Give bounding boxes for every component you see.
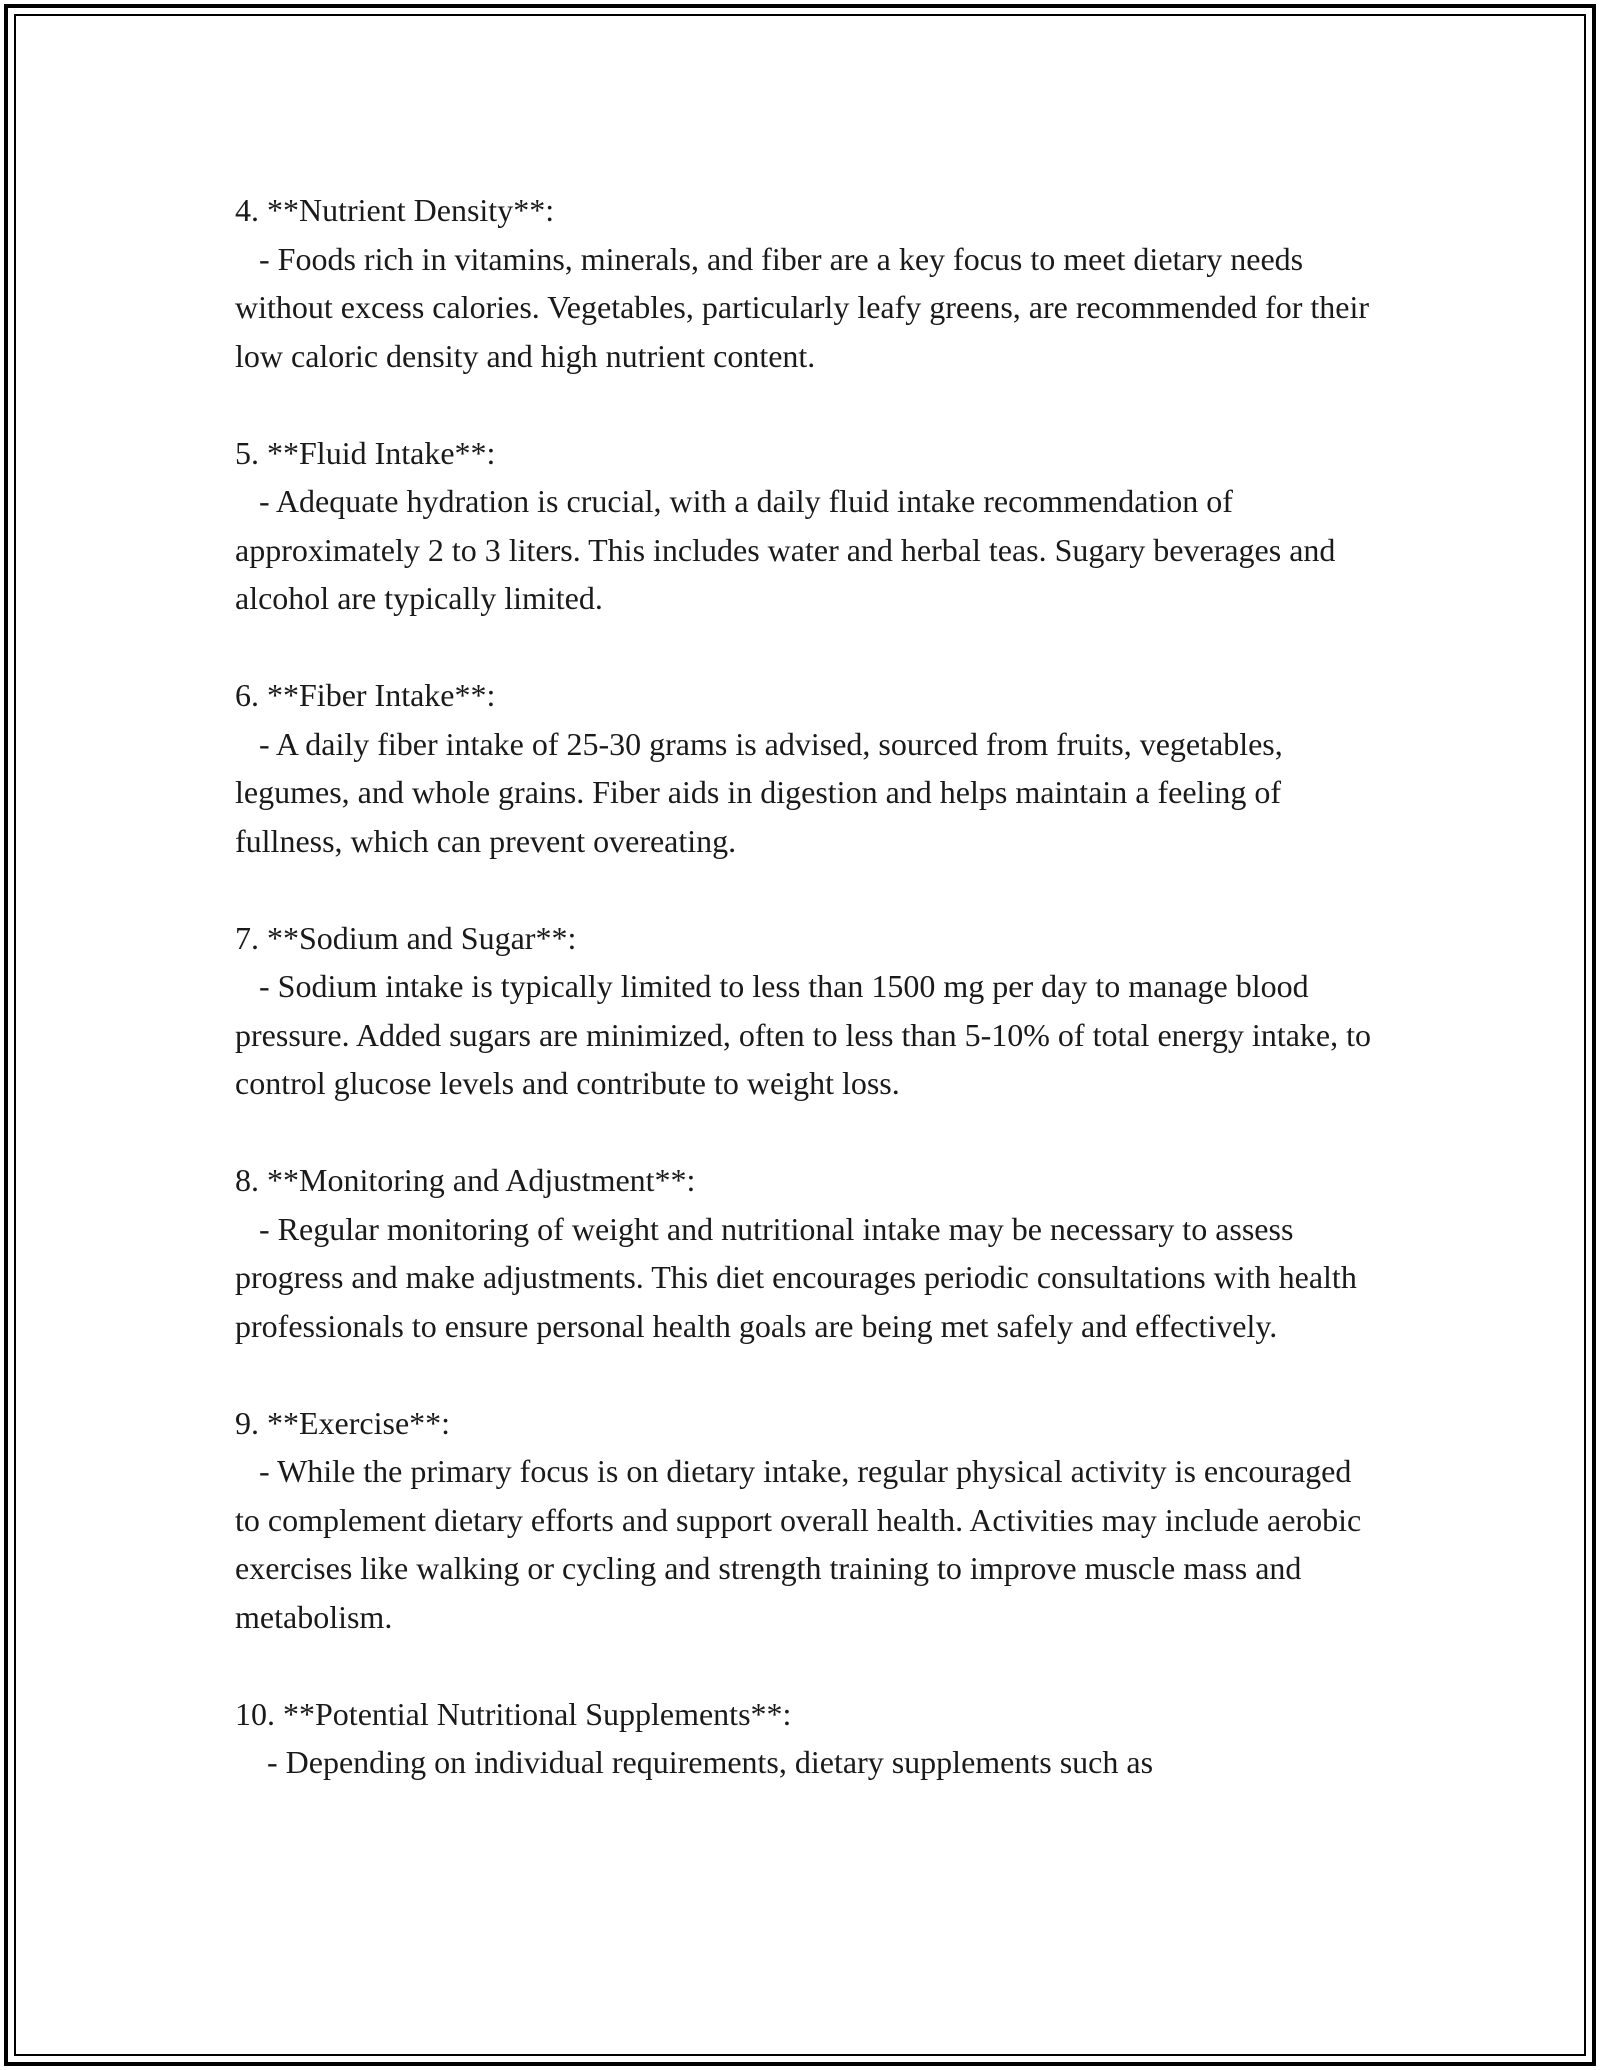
item-heading: 7. **Sodium and Sugar**:	[235, 919, 577, 956]
list-item-monitoring-and-adjustment	[235, 1156, 1375, 1350]
list-item-fluid-intake	[235, 429, 1375, 623]
item-heading: 6. **Fiber Intake**:	[235, 677, 496, 713]
item-heading: 9. **Exercise**:	[235, 1404, 451, 1441]
item-heading: 10. **Potential Nutritional Supplements**:	[235, 1695, 792, 1732]
item-body: - A daily fiber intake of 25-30 grams is advised, sourced from fruits, vegetables, legumes, and whole grains. Fiber aids in digestion and helps maintain a feeling of fullness, which can prevent overeating.	[235, 725, 1291, 859]
list-item-exercise	[235, 1399, 1375, 1642]
list-item-fiber-intake	[235, 671, 1375, 865]
list-item-sodium-and-sugar	[235, 914, 1379, 1108]
item-body: - Adequate hydration is crucial, with a daily fluid intake recommendation of approximately 2 to 3 liters. This includes water and herbal teas. Sugary beverages and alcohol are typically limited.	[235, 483, 1344, 616]
item-body: - Sodium intake is typically limited to less than 1500 mg per day to manage blood pressure. Added sugars are minimized, often to less than 5-10% of total energy intake, to control glucose levels and contribute to weight loss.	[235, 968, 1379, 1101]
item-heading: 5. **Fluid Intake**:	[235, 434, 496, 471]
item-heading: 4. **Nutrient Density**:	[235, 192, 555, 228]
list-item-potential-nutritional-supplements	[235, 1690, 1375, 1787]
item-body: - Depending on individual requirements, dietary supplements such as	[235, 1744, 1154, 1780]
item-body: - Foods rich in vitamins, minerals, and fiber are a key focus to meet dietary needs without excess calories. Vegetables, particularly leafy greens, are recommended for their low caloric density and high nutrient content.	[235, 240, 1378, 374]
item-body: - While the primary focus is on dietary intake, regular physical activity is encouraged to complement dietary efforts and support overall health. Activities may include aerobic exercises like walking or cycling and strength training to improve muscle mass and metabolism.	[235, 1453, 1370, 1635]
list-item-nutrient-density	[235, 186, 1378, 380]
document-body	[235, 186, 1379, 1835]
item-heading: 8. **Monitoring and Adjustment**:	[235, 1162, 696, 1198]
item-body: - Regular monitoring of weight and nutritional intake may be necessary to assess progress and make adjustments. This diet encourages periodic consultations with health professionals to ensure personal health goals are being met safely and effectively.	[235, 1210, 1365, 1344]
